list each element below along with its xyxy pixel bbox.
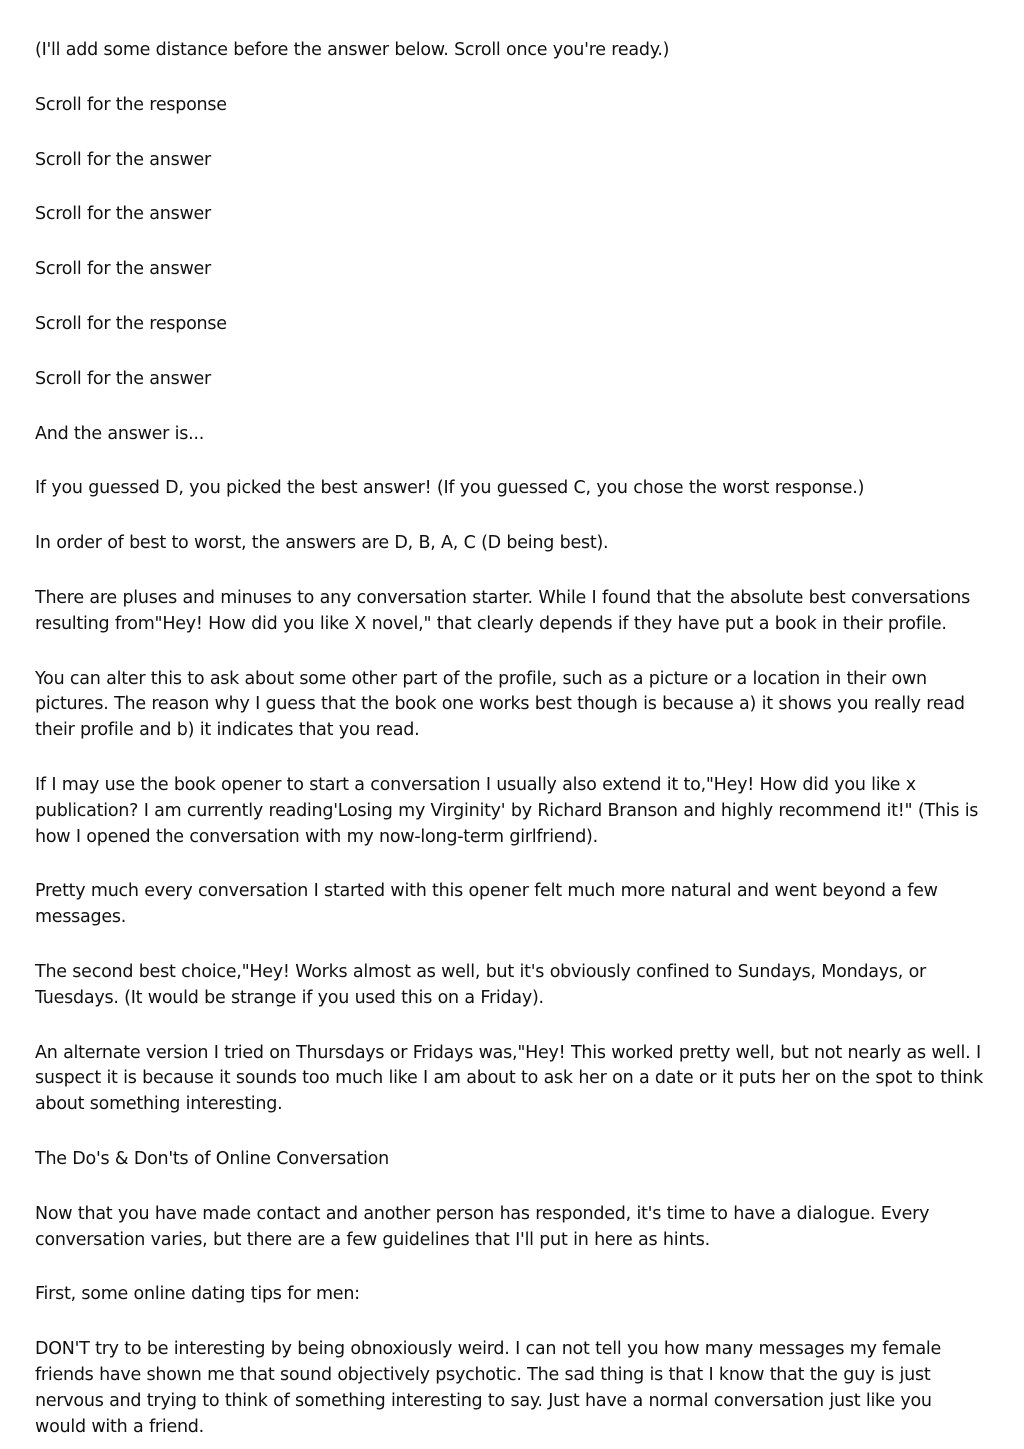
paragraph-scroll-6: Scroll for the answer <box>35 368 211 389</box>
section-heading-dos-donts: The Do's & Don'ts of Online Conversation <box>35 1148 389 1169</box>
paragraph-alternate-version: An alternate version I tried on Thursdays or Fridays was,"Hey! This worked pretty well, but not nearly as well. I suspect it is because it sounds too much like I am about to ask her on a date or it puts her on the spot to think about something interesting. <box>35 1042 984 1115</box>
paragraph-answer-reveal: If you guessed D, you picked the best answer! (If you guessed C, you chose the worst response.) <box>35 478 865 499</box>
paragraph-second-best: The second best choice,"Hey! Works almost as well, but it's obviously confined to Sundays, Mondays, or Tuesdays. (It would be strange if you used this on a Friday). <box>35 961 926 1008</box>
paragraph-book-opener: If I may use the book opener to start a conversation I usually also extend it to,"Hey! How did you like x publication? I am currently reading'Losing my Virginity' by Richard Branson and highly recommend it!" (This is how I opened the conversation with my now-long-term girlfriend). <box>35 774 979 847</box>
paragraph-scroll-note: (I'll add some distance before the answer below. Scroll once you're ready.) <box>35 40 670 60</box>
paragraph-scroll-2: Scroll for the answer <box>35 149 211 170</box>
paragraph-answer-order: In order of best to worst, the answers are D, B, A, C (D being best). <box>35 533 609 554</box>
paragraph-answer-intro: And the answer is... <box>35 423 205 444</box>
paragraph-scroll-3: Scroll for the answer <box>35 204 211 225</box>
paragraph-scroll-4: Scroll for the answer <box>35 259 211 280</box>
paragraph-scroll-1: Scroll for the response <box>35 94 227 115</box>
paragraph-pluses-minuses: There are pluses and minuses to any conversation starter. While I found that the absolute best conversations resulting from"Hey! How did you like X novel," that clearly depends if they have put a book in their profile. <box>35 587 970 634</box>
paragraph-tips-for-men: First, some online dating tips for men: <box>35 1284 360 1305</box>
paragraph-alter-profile: You can alter this to ask about some other part of the profile, such as a picture or a location in their own pictures. The reason why I guess that the book one works best though is because a) it shows you really read their profile and b) it indicates that you read. <box>35 668 965 741</box>
paragraph-scroll-5: Scroll for the response <box>35 313 227 334</box>
paragraph-dialogue: Now that you have made contact and another person has responded, it's time to have a dialogue. Every conversation varies, but there are a few guidelines that I'll put in here as hints. <box>35 1203 930 1250</box>
paragraph-dont-be-weird: DON'T try to be interesting by being obnoxiously weird. I can not tell you how many messages my female friends have shown me that sound objectively psychotic. The sad thing is that I know that the guy is just nervous and trying to think of something interesting to say. Just have a normal conversation just like you would with a friend. <box>35 1339 942 1437</box>
paragraph-natural-conversation: Pretty much every conversation I started with this opener felt much more natural and went beyond a few messages. <box>35 881 938 928</box>
